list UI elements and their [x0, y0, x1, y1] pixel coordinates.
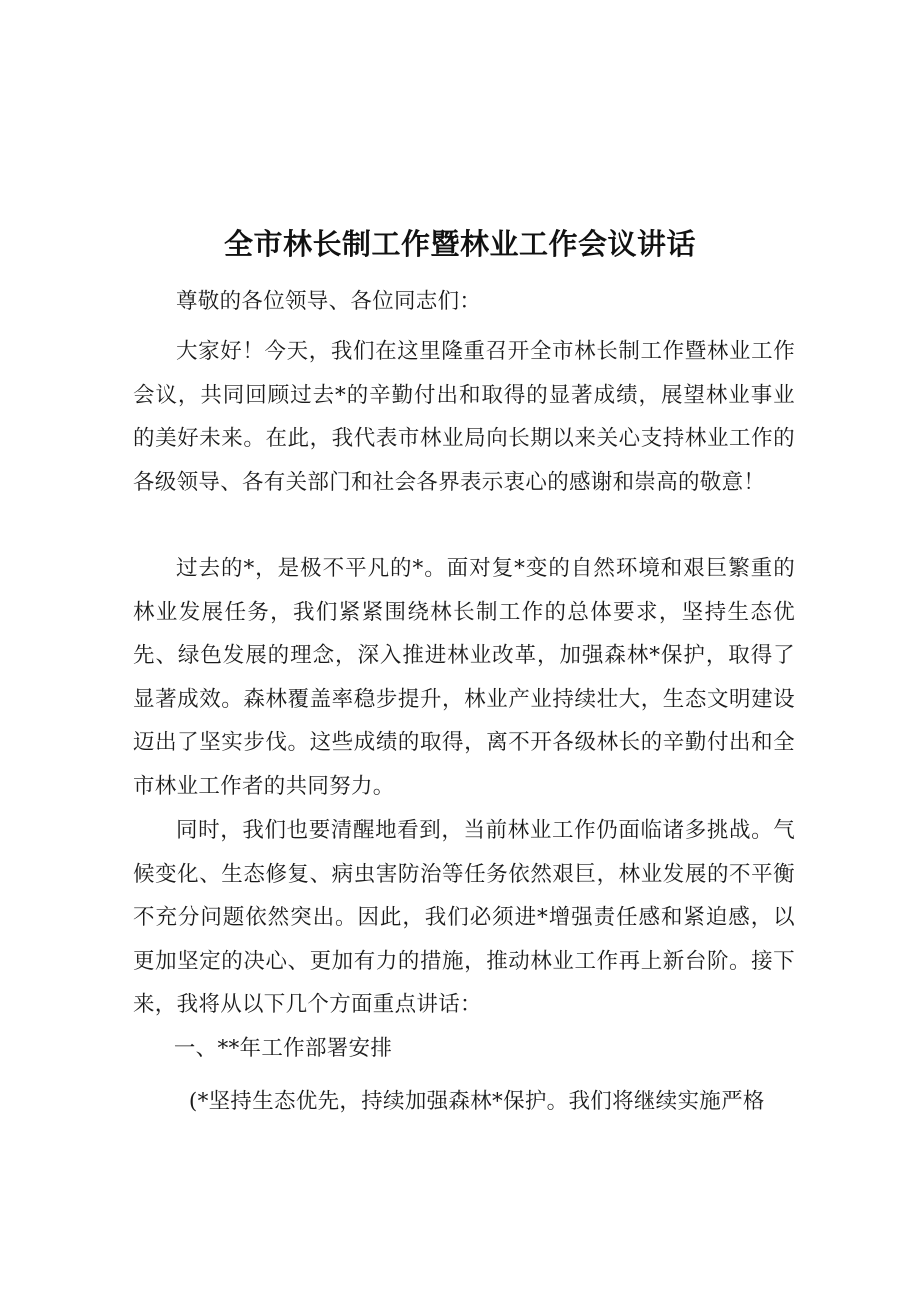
paragraph — [133, 809, 795, 1027]
paragraph-text: 大家好！今天，我们在这里隆重召开全市林长制工作暨林业工作会议，共同回顾过去*的辛勤付出和取得的显著成绩，展望林业事业的美好未来。在此，我代表市林业局向长期以来关心支持林业工作的各级领导、各有关部门和社会各界表示衷心的感谢和崇高的敬意！ — [133, 339, 795, 495]
salutation — [133, 280, 795, 324]
paragraph — [133, 547, 795, 808]
paragraph-text: 同时，我们也要清醒地看到，当前林业工作仍面临诸多挑战。气候变化、生态修复、病虫害防治等任务依然艰巨，林业发展的不平衡不充分问题依然突出。因此，我们必须进*增强责任感和紧迫感，以更加坚定的决心、更加有力的措施，推动林业工作再上新台阶。接下来，我将从以下几个方面重点讲话： — [133, 818, 795, 1017]
salutation-text: 尊敬的各位领导、各位同志们： — [176, 289, 482, 314]
paragraph — [133, 330, 795, 504]
section-paragraph — [133, 1080, 795, 1124]
section-heading — [133, 1027, 795, 1071]
paragraph-text: 过去的*，是极不平凡的*。面对复*变的自然环境和艰巨繁重的林业发展任务，我们紧紧围绕林长制工作的总体要求，坚持生态优先、绿色发展的理念，深入推进林业改革，加强森林*保护，取得了显著成效。森林覆盖率稳步提升，林业产业持续壮大，生态文明建设迈出了坚实步伐。这些成绩的取得，离不开各级林长的辛勤付出和全市林业工作者的共同努力。 — [133, 556, 795, 799]
document-title: 全市林长制工作暨林业工作会议讲话 — [223, 227, 696, 261]
section-heading-text: 一、**年工作部署安排 — [173, 1036, 393, 1061]
section-paragraph-text: (*坚持生态优先，持续加强森林*保护。我们将继续实施严格 — [188, 1089, 765, 1114]
